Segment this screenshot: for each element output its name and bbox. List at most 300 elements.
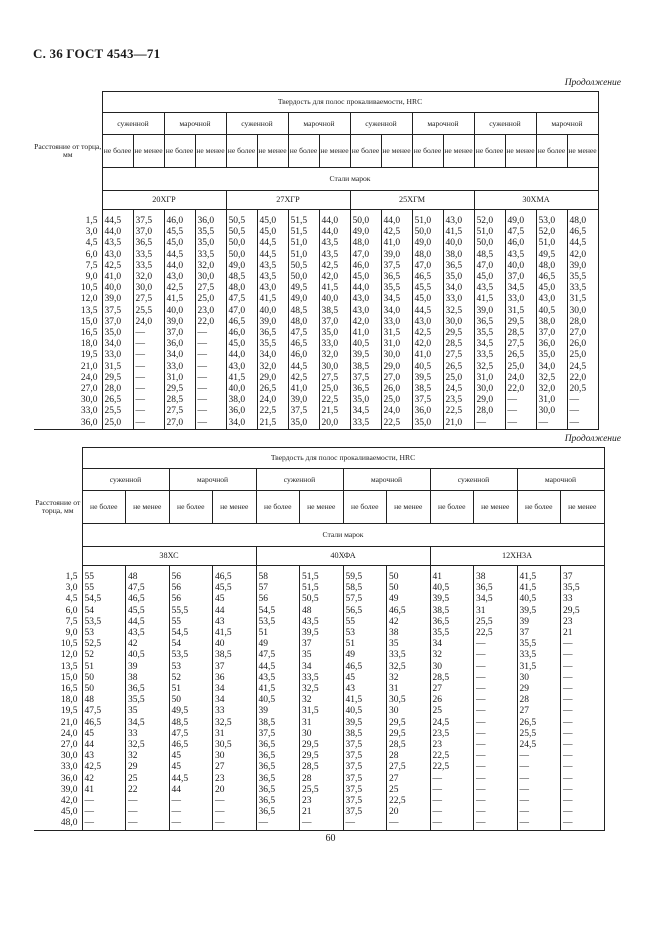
hardness-cell: 22,5 — [443, 406, 474, 417]
hardness-cell: — — [387, 818, 431, 830]
table-row — [34, 807, 604, 818]
hardness-cell: 51,5 — [288, 227, 319, 238]
hardness-cell: 32,5 — [443, 306, 474, 317]
hardness-cell: — — [561, 684, 605, 695]
hardness-cell: 37 — [213, 662, 257, 673]
hardness-cell: 27,5 — [164, 406, 195, 417]
hardness-cell: 43 — [213, 617, 257, 628]
hardness-cell: 54,5 — [169, 628, 213, 639]
hardness-table-2 — [34, 447, 605, 831]
hardness-cell: — — [474, 695, 518, 706]
hardness-cell: 44,0 — [381, 210, 412, 228]
hardness-cell: 27,0 — [567, 328, 598, 339]
hardness-cell: 35,0 — [536, 350, 567, 361]
hardness-table-1 — [34, 91, 599, 430]
hardness-cell: 46,0 — [350, 261, 381, 272]
hardness-cell: 53,5 — [82, 617, 126, 628]
hardness-cell: 37,0 — [164, 328, 195, 339]
hardness-cell: 39,0 — [102, 294, 133, 305]
hardness-cell: 35,5 — [561, 583, 605, 594]
limit-header: не менее — [195, 135, 226, 168]
hardness-cell: 37,5 — [343, 751, 387, 762]
distance-cell: 21,0 — [34, 718, 82, 729]
hardness-cell: 43,5 — [102, 238, 133, 249]
hardness-cell: — — [517, 762, 561, 773]
distance-cell: 12,0 — [34, 294, 102, 305]
hardness-cell: 34,5 — [505, 283, 536, 294]
hardness-cell: — — [82, 796, 126, 807]
hardness-cell: 35,5 — [126, 695, 170, 706]
hardness-cell: 22,5 — [430, 751, 474, 762]
hardness-cell: 29,5 — [102, 373, 133, 384]
hardness-cell: 31 — [474, 606, 518, 617]
hardness-cell: 30,0 — [474, 384, 505, 395]
table-row — [34, 384, 598, 395]
hardness-cell: 37,5 — [343, 785, 387, 796]
hardness-cell: — — [474, 751, 518, 762]
hardness-cell: 34 — [430, 639, 474, 650]
table-row — [34, 684, 604, 695]
steel-grade: 12ХН3А — [430, 547, 604, 566]
table-row — [34, 785, 604, 796]
hardness-cell: — — [133, 418, 164, 430]
limit-header: не менее — [319, 135, 350, 168]
hardness-cell: 25,0 — [567, 350, 598, 361]
hardness-cell: 29,5 — [164, 384, 195, 395]
hardness-caption: Твердость для полос прокаливаемости, HRC — [102, 92, 598, 113]
hardness-cell: 30 — [517, 673, 561, 684]
table-row — [34, 317, 598, 328]
distance-cell: 30,0 — [34, 751, 82, 762]
hardness-cell: 45 — [169, 751, 213, 762]
hardness-cell: 27 — [517, 706, 561, 717]
hardness-cell: 48,0 — [288, 317, 319, 328]
hardness-cell: 42,5 — [288, 373, 319, 384]
hardness-cell: 36,5 — [256, 740, 300, 751]
table-row — [34, 227, 598, 238]
band-header: суженной — [226, 113, 288, 135]
hardness-cell: 38,5 — [213, 650, 257, 661]
hardness-cell: 24,0 — [133, 317, 164, 328]
hardness-cell: 38,0 — [536, 317, 567, 328]
hardness-cell: 30,0 — [536, 406, 567, 417]
hardness-cell: — — [561, 785, 605, 796]
hardness-cell: 39,5 — [300, 628, 344, 639]
hardness-cell: — — [126, 796, 170, 807]
hardness-cell: 24,0 — [505, 373, 536, 384]
distance-cell: 10,5 — [34, 283, 102, 294]
hardness-cell: 37,5 — [381, 261, 412, 272]
page-number: 60 — [325, 833, 336, 844]
hardness-cell: 50,5 — [300, 594, 344, 605]
hardness-cell: 41,5 — [257, 294, 288, 305]
hardness-cell: 35 — [387, 639, 431, 650]
hardness-cell: 28,5 — [443, 339, 474, 350]
hardness-cell: 44,5 — [257, 250, 288, 261]
hardness-cell: 26,5 — [505, 350, 536, 361]
hardness-cell: 41,5 — [517, 566, 561, 584]
distance-cell: 18,0 — [34, 695, 82, 706]
hardness-cell: 51 — [82, 662, 126, 673]
hardness-cell: 44,5 — [256, 662, 300, 673]
distance-cell: 12,0 — [34, 650, 82, 661]
hardness-cell: 51,0 — [412, 210, 443, 228]
hardness-cell: 31,0 — [381, 339, 412, 350]
hardness-cell: — — [536, 418, 567, 430]
hardness-cell: 30,0 — [133, 283, 164, 294]
distance-cell: 3,0 — [34, 227, 102, 238]
band-header: суженной — [350, 113, 412, 135]
table-row — [34, 373, 598, 384]
hardness-cell: 43,5 — [505, 250, 536, 261]
distance-cell: 1,5 — [34, 210, 102, 228]
hardness-cell: 43 — [82, 751, 126, 762]
distance-cell: 19,5 — [34, 350, 102, 361]
limit-header: не более — [226, 135, 257, 168]
distance-cell: 7,5 — [34, 261, 102, 272]
hardness-cell: 33,5 — [567, 283, 598, 294]
hardness-cell: 33,0 — [505, 294, 536, 305]
hardness-cell: 48,5 — [474, 250, 505, 261]
table-row — [34, 639, 604, 650]
hardness-cell: 34 — [213, 684, 257, 695]
hardness-cell: 24,5 — [430, 718, 474, 729]
hardness-cell: 31,0 — [536, 395, 567, 406]
hardness-cell: 31,0 — [474, 373, 505, 384]
hardness-cell: — — [561, 695, 605, 706]
hardness-cell: 46,5 — [82, 718, 126, 729]
hardness-cell: 32,5 — [474, 362, 505, 373]
distance-cell: 7,5 — [34, 617, 82, 628]
distance-cell: 9,0 — [34, 272, 102, 283]
hardness-cell: 49,0 — [226, 261, 257, 272]
hardness-cell: 26 — [430, 695, 474, 706]
hardness-cell: — — [133, 395, 164, 406]
hardness-cell: 29,5 — [505, 317, 536, 328]
hardness-cell: 26,5 — [102, 395, 133, 406]
hardness-cell: 33,0 — [102, 350, 133, 361]
hardness-cell: 28,0 — [567, 317, 598, 328]
hardness-cell: 53 — [169, 662, 213, 673]
hardness-cell: — — [474, 785, 518, 796]
hardness-cell: 34 — [300, 662, 344, 673]
hardness-cell: 41,5 — [319, 283, 350, 294]
distance-cell: 6,0 — [34, 606, 82, 617]
hardness-cell: 48,5 — [288, 306, 319, 317]
hardness-cell: 47,5 — [126, 583, 170, 594]
hardness-cell: — — [126, 818, 170, 830]
hardness-cell: 36,0 — [164, 339, 195, 350]
hardness-cell: 44,0 — [164, 261, 195, 272]
hardness-cell: 23 — [213, 774, 257, 785]
table-row — [34, 583, 604, 594]
hardness-cell: 48,0 — [226, 283, 257, 294]
hardness-cell: 49,0 — [350, 227, 381, 238]
hardness-cell: 34,0 — [102, 339, 133, 350]
hardness-cell: 34,0 — [536, 362, 567, 373]
distance-cell: 10,5 — [34, 639, 82, 650]
hardness-cell: 44,5 — [288, 362, 319, 373]
hardness-cell: 39,0 — [164, 317, 195, 328]
table-row — [34, 729, 604, 740]
hardness-cell: 35,0 — [102, 328, 133, 339]
hardness-cell: 48,0 — [567, 210, 598, 228]
hardness-cell: 56 — [256, 594, 300, 605]
limit-header: не менее — [505, 135, 536, 168]
hardness-cell: 41,5 — [517, 583, 561, 594]
distance-cell: 16,5 — [34, 684, 82, 695]
hardness-cell: 25,0 — [505, 362, 536, 373]
hardness-cell: — — [133, 328, 164, 339]
hardness-cell: — — [567, 406, 598, 417]
hardness-cell: 37 — [517, 628, 561, 639]
hardness-cell: 32,5 — [126, 740, 170, 751]
steel-grade: 27ХГР — [226, 191, 350, 210]
hardness-cell: 28,5 — [505, 328, 536, 339]
hardness-cell: 50,0 — [412, 227, 443, 238]
hardness-cell: 42,0 — [567, 250, 598, 261]
hardness-cell: 42,5 — [412, 328, 443, 339]
hardness-cell: 48 — [300, 606, 344, 617]
hardness-cell: 33,5 — [517, 650, 561, 661]
hardness-cell: — — [474, 762, 518, 773]
hardness-cell: 33,0 — [443, 294, 474, 305]
hardness-cell: 35,5 — [567, 272, 598, 283]
hardness-cell: 53 — [343, 628, 387, 639]
hardness-cell: 35,5 — [474, 328, 505, 339]
hardness-cell: 25,0 — [443, 373, 474, 384]
limit-header: не более — [102, 135, 133, 168]
hardness-cell: 40,0 — [164, 306, 195, 317]
hardness-cell: 25,0 — [195, 294, 226, 305]
hardness-cell: 40,0 — [505, 261, 536, 272]
limit-header: не менее — [126, 491, 170, 524]
hardness-cell: 37,5 — [256, 729, 300, 740]
hardness-cell: 51,5 — [300, 566, 344, 584]
distance-cell: 45,0 — [34, 807, 82, 818]
distance-cell: 39,0 — [34, 785, 82, 796]
hardness-cell: 25,5 — [300, 785, 344, 796]
hardness-cell: 31,0 — [164, 373, 195, 384]
hardness-cell: 43,0 — [443, 210, 474, 228]
hardness-cell: 50,0 — [226, 250, 257, 261]
hardness-cell: 29,5 — [300, 751, 344, 762]
table-row — [34, 272, 598, 283]
hardness-cell: 30,5 — [387, 695, 431, 706]
table-row — [34, 650, 604, 661]
distance-cell: 6,0 — [34, 250, 102, 261]
hardness-cell: 44,5 — [567, 238, 598, 249]
hardness-cell: 44,5 — [102, 210, 133, 228]
hardness-cell: 37,0 — [133, 227, 164, 238]
hardness-cell: 35,0 — [288, 418, 319, 430]
hardness-cell: 36,5 — [133, 238, 164, 249]
table-row — [34, 796, 604, 807]
hardness-cell: 38,0 — [443, 250, 474, 261]
hardness-cell: 55 — [82, 583, 126, 594]
hardness-cell: 33,0 — [164, 362, 195, 373]
hardness-cell: 21 — [300, 807, 344, 818]
hardness-cell: 46,5 — [126, 594, 170, 605]
hardness-cell: 41,0 — [350, 328, 381, 339]
hardness-cell: 25,5 — [474, 617, 518, 628]
hardness-cell: 32,0 — [319, 350, 350, 361]
hardness-cell: 44,5 — [257, 238, 288, 249]
hardness-cell: 41 — [82, 785, 126, 796]
hardness-cell: 41,5 — [226, 373, 257, 384]
hardness-cell: 40,0 — [102, 283, 133, 294]
hardness-cell: 36,0 — [536, 339, 567, 350]
hardness-cell: 37,0 — [319, 317, 350, 328]
limit-header: не более — [350, 135, 381, 168]
hardness-cell: 23 — [561, 617, 605, 628]
hardness-cell: 33,5 — [195, 250, 226, 261]
hardness-cell: 37,5 — [412, 395, 443, 406]
hardness-cell: 41,5 — [343, 695, 387, 706]
hardness-cell: 36,5 — [256, 762, 300, 773]
distance-cell: 21,0 — [34, 362, 102, 373]
band-header: марочной — [164, 113, 226, 135]
hardness-cell: 25 — [387, 785, 431, 796]
hardness-cell: 42,0 — [412, 339, 443, 350]
hardness-cell: 26,5 — [257, 384, 288, 395]
hardness-cell: 29 — [126, 762, 170, 773]
hardness-cell: — — [567, 418, 598, 430]
hardness-cell: — — [343, 818, 387, 830]
hardness-cell: 43,0 — [536, 294, 567, 305]
hardness-cell: 24,5 — [567, 362, 598, 373]
hardness-cell: 41,0 — [102, 272, 133, 283]
hardness-cell: 54,5 — [82, 594, 126, 605]
hardness-cell: 44,0 — [102, 227, 133, 238]
hardness-cell: 22,5 — [257, 406, 288, 417]
hardness-cell: 46,0 — [288, 350, 319, 361]
distance-cell: 3,0 — [34, 583, 82, 594]
hardness-cell: — — [195, 418, 226, 430]
hardness-cell: 39,0 — [381, 250, 412, 261]
hardness-cell: — — [474, 718, 518, 729]
hardness-cell: 27 — [430, 684, 474, 695]
hardness-cell: 41,5 — [213, 628, 257, 639]
hardness-cell: 34 — [213, 695, 257, 706]
hardness-cell: 28 — [300, 774, 344, 785]
hardness-cell: 21,5 — [319, 406, 350, 417]
hardness-cell: — — [505, 418, 536, 430]
hardness-cell: 49 — [256, 639, 300, 650]
continuation-label-2: Продолжение — [564, 434, 621, 444]
hardness-cell: 48,0 — [536, 261, 567, 272]
hardness-cell: — — [430, 796, 474, 807]
hardness-cell: 56 — [169, 566, 213, 584]
band-header: марочной — [517, 469, 604, 491]
limit-header: не более — [430, 491, 474, 524]
distance-header: Расстояние от торца, мм — [34, 92, 102, 210]
hardness-cell: 54 — [169, 639, 213, 650]
hardness-cell: 55 — [82, 566, 126, 584]
distance-cell: 36,0 — [34, 418, 102, 430]
distance-cell: 4,5 — [34, 238, 102, 249]
hardness-cell: — — [561, 729, 605, 740]
hardness-cell: 33,0 — [381, 317, 412, 328]
table-row — [34, 695, 604, 706]
limit-header: не менее — [567, 135, 598, 168]
hardness-cell: 45,0 — [164, 238, 195, 249]
hardness-cell: 35,0 — [443, 272, 474, 283]
hardness-cell: 34,5 — [474, 594, 518, 605]
distance-cell: 24,0 — [34, 729, 82, 740]
hardness-cell: 33,5 — [300, 673, 344, 684]
hardness-cell: 29,5 — [561, 606, 605, 617]
hardness-cell: 41,5 — [474, 294, 505, 305]
hardness-cell: 34,5 — [126, 718, 170, 729]
hardness-cell: 26,5 — [443, 362, 474, 373]
hardness-cell: 39,5 — [350, 350, 381, 361]
hardness-cell: 38,5 — [319, 306, 350, 317]
hardness-cell: 49,5 — [536, 250, 567, 261]
hardness-cell: 44 — [82, 740, 126, 751]
hardness-cell: 22,0 — [505, 384, 536, 395]
table-row — [34, 395, 598, 406]
hardness-cell: 29 — [517, 684, 561, 695]
hardness-cell: 36,5 — [474, 317, 505, 328]
hardness-cell: 29,0 — [474, 395, 505, 406]
hardness-cell: 47,0 — [350, 250, 381, 261]
hardness-cell: 32 — [126, 751, 170, 762]
hardness-cell: — — [517, 785, 561, 796]
table-row — [34, 718, 604, 729]
hardness-cell: 38,0 — [226, 395, 257, 406]
hardness-cell: 36,5 — [257, 328, 288, 339]
hardness-cell: 28,0 — [474, 406, 505, 417]
distance-header: Расстояние от торца, мм — [34, 448, 82, 566]
hardness-cell: — — [561, 718, 605, 729]
hardness-cell: — — [561, 762, 605, 773]
limit-header: не более — [256, 491, 300, 524]
steel-grade: 38ХС — [82, 547, 256, 566]
hardness-cell: 32 — [300, 695, 344, 706]
hardness-cell: 22,5 — [319, 395, 350, 406]
table-row — [34, 751, 604, 762]
hardness-cell: 23 — [300, 796, 344, 807]
hardness-cell: 50,0 — [474, 238, 505, 249]
hardness-cell: 48 — [82, 695, 126, 706]
hardness-cell: — — [195, 384, 226, 395]
table-row — [34, 706, 604, 717]
hardness-cell: 51,5 — [288, 210, 319, 228]
table-row — [34, 740, 604, 751]
hardness-cell: 50 — [82, 673, 126, 684]
limit-header: не менее — [213, 491, 257, 524]
hardness-cell: — — [213, 796, 257, 807]
hardness-cell: — — [213, 807, 257, 818]
hardness-cell: 36,5 — [430, 617, 474, 628]
hardness-cell: 43,5 — [126, 628, 170, 639]
table-row — [34, 238, 598, 249]
limit-header: не менее — [300, 491, 344, 524]
distance-cell: 42,0 — [34, 796, 82, 807]
hardness-cell: 39 — [517, 617, 561, 628]
table-row — [34, 774, 604, 785]
hardness-cell: 50,5 — [288, 261, 319, 272]
limit-header: не менее — [387, 491, 431, 524]
hardness-cell: 34,5 — [381, 294, 412, 305]
hardness-cell: 39,0 — [474, 306, 505, 317]
hardness-cell: 36 — [213, 673, 257, 684]
hardness-cell: 28 — [517, 695, 561, 706]
hardness-cell: 41,5 — [443, 227, 474, 238]
hardness-cell: — — [133, 384, 164, 395]
band-header: марочной — [169, 469, 256, 491]
